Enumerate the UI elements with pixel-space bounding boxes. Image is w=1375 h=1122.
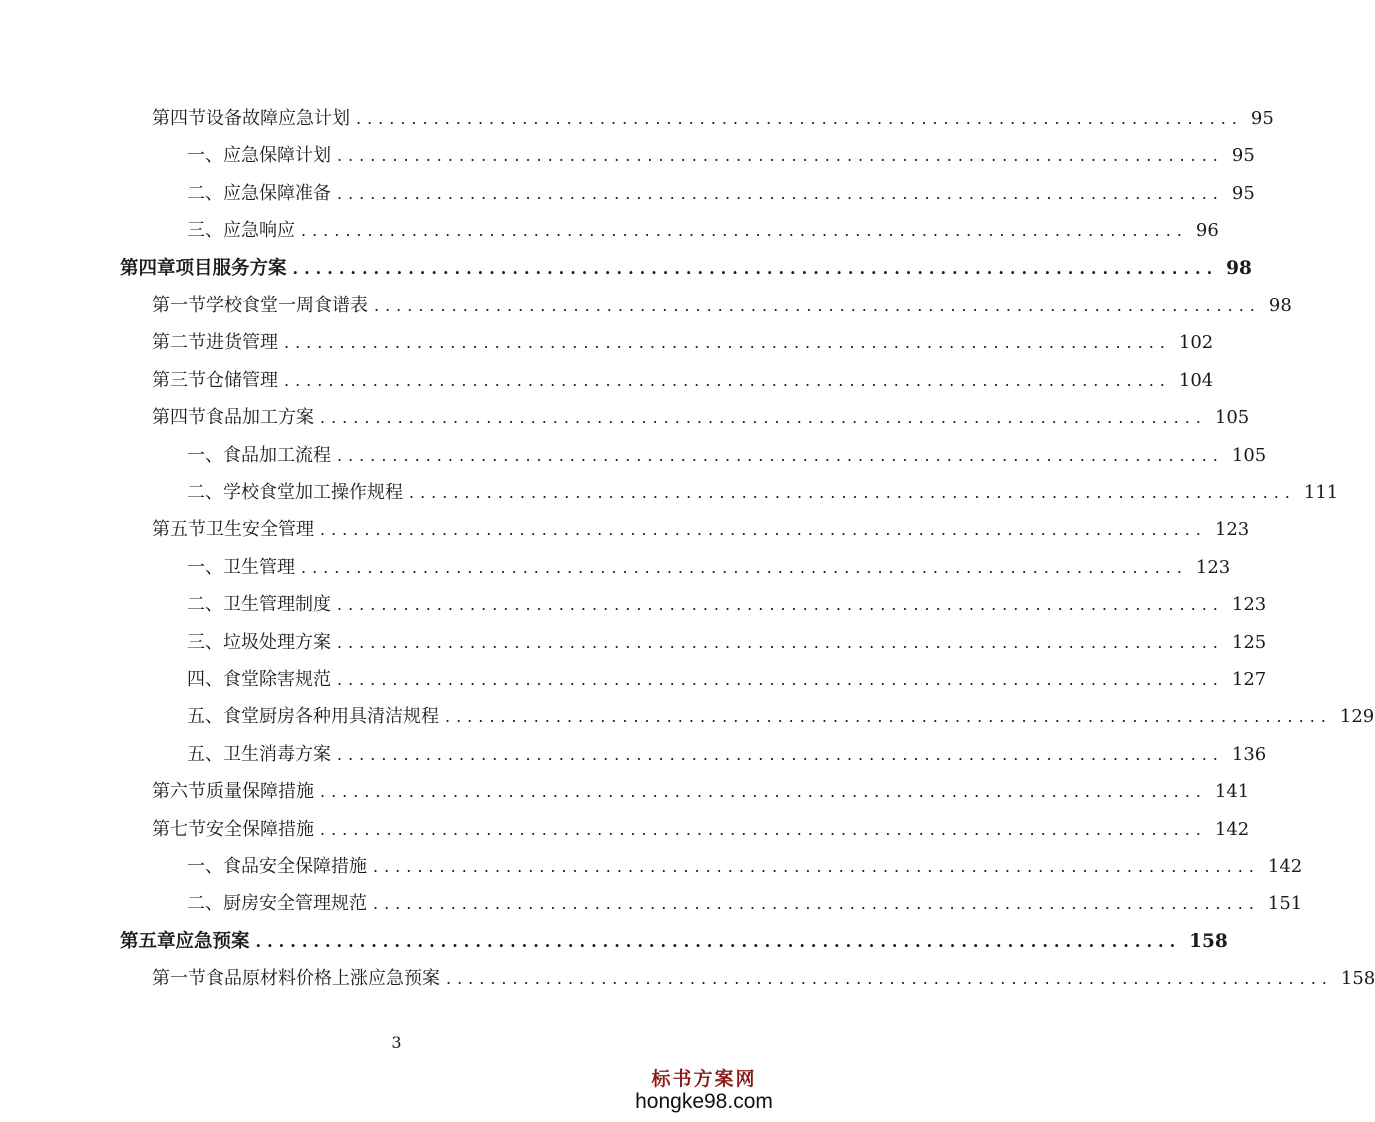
toc-entry[interactable] xyxy=(152,104,1274,134)
toc-entry[interactable] xyxy=(152,964,1375,994)
toc-entry-number: 二、 xyxy=(187,182,223,204)
toc-entry-title: 卫生安全管理 xyxy=(206,519,314,541)
toc-dot-leader: ................................................................................ xyxy=(255,931,1182,951)
toc-dot-leader: ................................................................................ xyxy=(356,109,1243,128)
toc-entry-title: 项目服务方案 xyxy=(175,257,287,279)
toc-dot-leader: ................................................................................ xyxy=(445,707,1332,727)
toc-entry[interactable] xyxy=(187,702,1375,732)
toc-entry-number: 第四节 xyxy=(152,108,206,129)
page-number: 3 xyxy=(391,1033,402,1052)
toc-entry[interactable] xyxy=(152,291,1292,321)
toc-entry[interactable] xyxy=(152,328,1214,358)
toc-entry-title: 食品安全保障措施 xyxy=(223,856,367,877)
toc-entry-title: 仓储管理 xyxy=(206,369,278,391)
toc-entry-page: 98 xyxy=(1226,257,1252,279)
toc-entry[interactable] xyxy=(187,590,1267,620)
toc-entry-number: 第二节 xyxy=(152,332,206,354)
toc-entry-page: 104 xyxy=(1178,369,1214,391)
toc-dot-leader: ................................................................................ xyxy=(373,894,1260,914)
toc-entry-number: 第六节 xyxy=(152,781,206,803)
toc-dot-leader: ................................................................................ xyxy=(320,408,1207,428)
toc-entry-title: 卫生消毒方案 xyxy=(223,743,331,765)
toc-entry-number: 一、 xyxy=(187,444,223,466)
toc-entry[interactable] xyxy=(187,478,1339,508)
watermark-logo xyxy=(629,1068,779,1114)
toc-entry-page: 141 xyxy=(1214,781,1250,803)
toc-dot-leader: ................................................................................ xyxy=(284,370,1171,390)
toc-entry-title: 质量保障措施 xyxy=(206,781,314,803)
toc-entry-page: 142 xyxy=(1267,856,1303,877)
toc-entry-number: 第七节 xyxy=(152,818,206,840)
toc-entry-page: 151 xyxy=(1267,893,1303,915)
toc-entry-number: 第四节 xyxy=(152,407,206,429)
toc-entry-page: 129 xyxy=(1339,706,1375,728)
toc-entry-page: 95 xyxy=(1231,145,1255,167)
toc-entry[interactable] xyxy=(187,889,1303,919)
toc-entry-number: 二、 xyxy=(187,482,223,503)
toc-entry-title: 应急保障准备 xyxy=(223,182,331,204)
toc-entry-number: 第四章 xyxy=(120,257,176,279)
toc-entry-title: 食堂厨房各种用具清洁规程 xyxy=(223,706,439,728)
toc-dot-leader: ................................................................................ xyxy=(337,744,1224,764)
toc-entry-title: 食品加工流程 xyxy=(223,444,331,466)
toc-entry-title: 应急响应 xyxy=(223,220,295,242)
toc-dot-leader: ................................................................................ xyxy=(409,483,1296,502)
toc-dot-leader: ................................................................................ xyxy=(284,333,1171,353)
toc-entry-page: 125 xyxy=(1231,631,1267,653)
toc-entry[interactable] xyxy=(152,815,1250,845)
toc-entry-page: 98 xyxy=(1268,295,1292,316)
toc-entry-number: 第五章 xyxy=(120,930,176,952)
toc-entry[interactable] xyxy=(152,403,1250,433)
toc-entry[interactable] xyxy=(187,740,1267,770)
toc-entry-number: 一、 xyxy=(187,556,223,578)
toc-entry-title: 设备故障应急计划 xyxy=(206,108,350,129)
toc-entry-page: 123 xyxy=(1231,594,1267,616)
toc-entry[interactable] xyxy=(120,254,1252,284)
toc-entry-page: 95 xyxy=(1231,182,1255,204)
toc-entry-number: 三、 xyxy=(187,631,223,653)
toc-entry-number: 第一节 xyxy=(152,295,206,316)
toc-dot-leader: ................................................................................ xyxy=(320,520,1207,540)
toc-entry-number: 第三节 xyxy=(152,369,206,391)
toc-entry-number: 二、 xyxy=(187,594,223,616)
toc-entry-page: 96 xyxy=(1195,220,1219,242)
toc-entry-title: 应急保障计划 xyxy=(223,145,331,167)
toc-entry[interactable] xyxy=(187,628,1267,658)
toc-entry-number: 三、 xyxy=(187,220,223,242)
toc-entry-page: 127 xyxy=(1231,669,1267,690)
toc-entry[interactable] xyxy=(120,927,1228,957)
toc-entry[interactable] xyxy=(187,665,1267,695)
toc-dot-leader: ................................................................................ xyxy=(374,296,1261,315)
toc-dot-leader: ................................................................................ xyxy=(337,183,1224,203)
toc-entry-page: 111 xyxy=(1303,482,1339,503)
toc-entry-title: 卫生管理制度 xyxy=(223,594,331,616)
toc-entry[interactable] xyxy=(152,366,1214,396)
toc-entry[interactable] xyxy=(187,441,1267,471)
toc-dot-leader: ................................................................................ xyxy=(337,632,1224,652)
toc-entry[interactable] xyxy=(152,777,1250,807)
toc-entry-page: 136 xyxy=(1231,743,1267,765)
toc-entry-title: 食品加工方案 xyxy=(206,407,314,429)
toc-entry-title: 进货管理 xyxy=(206,332,278,354)
toc-entry-number: 二、 xyxy=(187,893,223,915)
toc-entry-title: 食堂除害规范 xyxy=(223,669,331,690)
toc-entry-title: 学校食堂加工操作规程 xyxy=(223,482,403,503)
toc-dot-leader: ................................................................................ xyxy=(337,670,1224,689)
toc-entry-number: 四、 xyxy=(187,669,223,690)
toc-dot-leader: ................................................................................ xyxy=(301,557,1188,577)
toc-entry-number: 五、 xyxy=(187,743,223,765)
toc-entry-page: 102 xyxy=(1178,332,1214,354)
toc-dot-leader: ................................................................................ xyxy=(337,595,1224,615)
watermark-url: hongke98.com xyxy=(635,1090,773,1113)
toc-entry-number: 五、 xyxy=(187,706,223,728)
toc-entry-number: 一、 xyxy=(187,145,223,167)
toc-entry[interactable] xyxy=(187,553,1231,583)
toc-entry-title: 垃圾处理方案 xyxy=(223,631,331,653)
toc-dot-leader: ................................................................................ xyxy=(292,258,1219,278)
toc-entry-number: 第五节 xyxy=(152,519,206,541)
toc-entry-title: 安全保障措施 xyxy=(206,818,314,840)
toc-entry-page: 105 xyxy=(1231,444,1267,466)
toc-dot-leader: ................................................................................ xyxy=(446,969,1333,989)
toc-entry-page: 105 xyxy=(1214,407,1250,429)
toc-entry-title: 应急预案 xyxy=(175,930,250,952)
toc-dot-leader: ................................................................................ xyxy=(373,857,1260,876)
toc-entry-page: 158 xyxy=(1340,968,1375,990)
toc-entry-page: 95 xyxy=(1250,108,1274,129)
toc-entry-page: 142 xyxy=(1214,818,1250,840)
toc-entry-title: 厨房安全管理规范 xyxy=(223,893,367,915)
toc-dot-leader: ................................................................................ xyxy=(320,819,1207,839)
toc-entry[interactable] xyxy=(187,179,1255,209)
toc-entry-title: 卫生管理 xyxy=(223,556,295,578)
toc-entry-page: 123 xyxy=(1195,556,1231,578)
toc-entry[interactable] xyxy=(187,141,1255,171)
toc-dot-leader: ................................................................................ xyxy=(301,221,1188,241)
toc-entry[interactable] xyxy=(152,515,1250,545)
toc-entry-page: 158 xyxy=(1189,930,1228,952)
toc-entry-title: 食品原材料价格上涨应急预案 xyxy=(206,968,440,990)
toc-dot-leader: ................................................................................ xyxy=(320,782,1207,802)
toc-dot-leader: ................................................................................ xyxy=(337,445,1224,465)
toc-entry-page: 123 xyxy=(1214,519,1250,541)
toc-entry-number: 第一节 xyxy=(152,968,206,990)
toc-entry-number: 一、 xyxy=(187,856,223,877)
toc-entry[interactable] xyxy=(187,216,1219,246)
watermark-brand: 标书方案网 xyxy=(651,1068,757,1090)
toc-dot-leader: ................................................................................ xyxy=(337,146,1224,166)
toc-entry-title: 学校食堂一周食谱表 xyxy=(206,295,368,316)
toc-entry[interactable] xyxy=(187,852,1303,882)
